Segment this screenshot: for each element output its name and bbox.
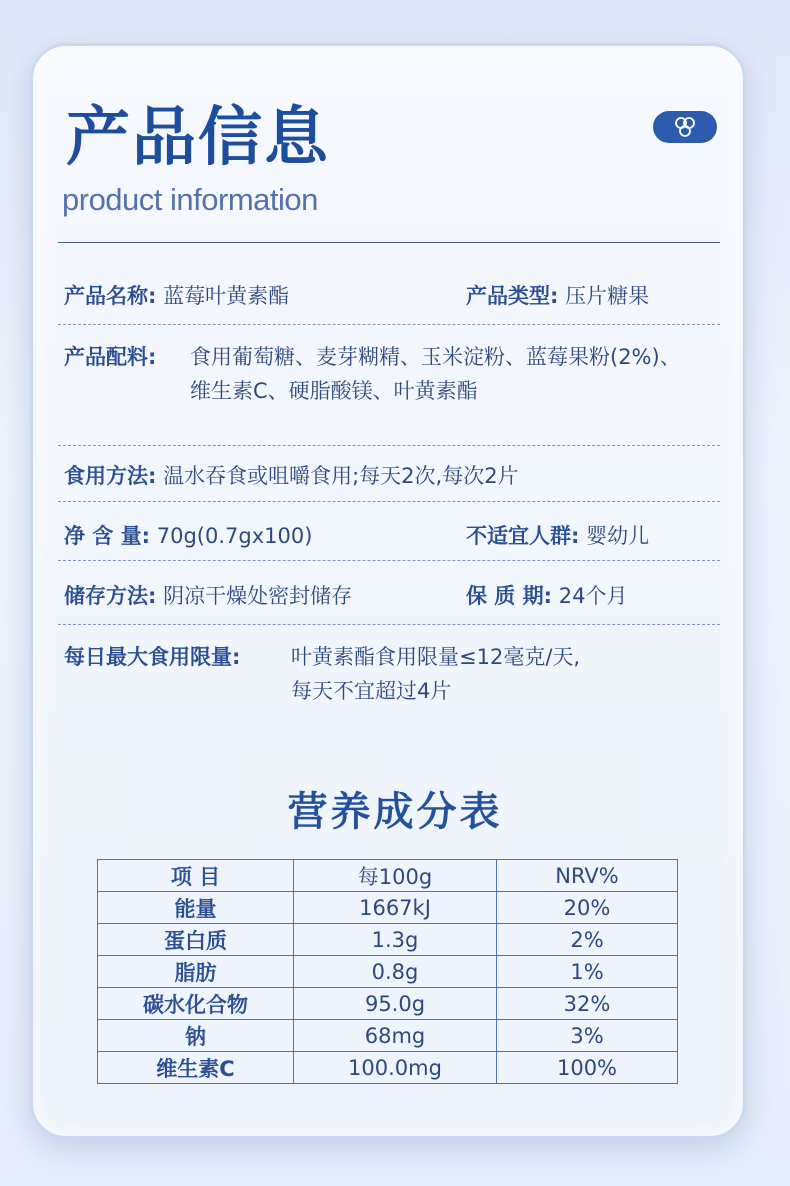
header-item: 项 目 [98, 860, 294, 892]
nutrient-name: 维生素C [98, 1052, 294, 1084]
daily-limit-line-2: 每天不宜超过4片 [291, 679, 452, 703]
net-content-value: 70g(0.7gx100) [156, 524, 313, 548]
table-row [98, 956, 678, 988]
page-title: 产品信息 [66, 101, 330, 175]
unsuitable-label: 不适宜人群: [466, 524, 580, 548]
daily-limit-line-1: 叶黄素酯食用限量≤12毫克/天, [291, 645, 581, 669]
product-type-label: 产品类型: [466, 284, 559, 308]
storage-row [64, 579, 352, 613]
unsuitable-row [466, 519, 649, 553]
nutrient-name: 能量 [98, 892, 294, 924]
product-name-row [64, 279, 289, 313]
net-content-label: 净 含 量: [64, 524, 151, 548]
nutrient-amount: 95.0g [294, 988, 497, 1020]
table-row [98, 1020, 678, 1052]
product-type-row [466, 279, 649, 313]
row-divider [58, 324, 720, 325]
nutrition-table [97, 859, 678, 1084]
nutrient-amount: 68mg [294, 1020, 497, 1052]
shelf-life-label: 保 质 期: [466, 584, 553, 608]
ingredients-line-1: 食用葡萄糖、麦芽糊精、玉米淀粉、蓝莓果粉(2%)、 [190, 345, 681, 369]
net-content-row [64, 519, 312, 553]
nutrient-name: 蛋白质 [98, 924, 294, 956]
title-divider [58, 242, 720, 243]
usage-row [64, 459, 519, 493]
nutrition-header-row [98, 860, 678, 892]
header-nrv: NRV% [497, 860, 678, 892]
nutrient-nrv: 2% [497, 924, 678, 956]
nutrient-amount: 0.8g [294, 956, 497, 988]
table-row [98, 988, 678, 1020]
nutrient-nrv: 20% [497, 892, 678, 924]
ingredients-line-2: 维生素C、硬脂酸镁、叶黄素酯 [190, 379, 478, 403]
row-divider [58, 501, 720, 502]
header-per-100g: 每100g [294, 860, 497, 892]
nutrient-nrv: 3% [497, 1020, 678, 1052]
nutrient-amount: 1.3g [294, 924, 497, 956]
nutrient-nrv: 100% [497, 1052, 678, 1084]
nutrient-nrv: 32% [497, 988, 678, 1020]
brand-badge [653, 111, 717, 143]
nutrient-amount: 100.0mg [294, 1052, 497, 1084]
daily-limit-label: 每日最大食用限量: [64, 645, 241, 669]
nutrient-nrv: 1% [497, 956, 678, 988]
product-name-value: 蓝莓叶黄素酯 [163, 284, 290, 308]
nutrient-amount: 1667kJ [294, 892, 497, 924]
shelf-life-row [466, 579, 627, 613]
usage-value: 温水吞食或咀嚼食用;每天2次,每次2片 [163, 464, 519, 488]
ingredients-value [190, 340, 681, 408]
table-row [98, 924, 678, 956]
nutrient-name: 碳水化合物 [98, 988, 294, 1020]
row-divider [58, 624, 720, 625]
row-divider [58, 560, 720, 561]
nutrient-name: 钠 [98, 1020, 294, 1052]
row-divider [58, 445, 720, 446]
nutrition-title: 营养成分表 [287, 789, 503, 835]
table-row [98, 1052, 678, 1084]
table-row [98, 892, 678, 924]
unsuitable-value: 婴幼儿 [586, 524, 650, 548]
storage-label: 储存方法: [64, 584, 157, 608]
storage-value: 阴凉干燥处密封储存 [163, 584, 353, 608]
shelf-life-value: 24个月 [558, 584, 628, 608]
page-subtitle: product information [62, 182, 318, 217]
product-name-label: 产品名称: [64, 284, 157, 308]
usage-label: 食用方法: [64, 464, 157, 488]
nutrient-name: 脂肪 [98, 956, 294, 988]
blueberry-icon [672, 115, 698, 139]
daily-limit-value [291, 640, 580, 708]
ingredients-label: 产品配料: [64, 345, 157, 369]
product-type-value: 压片糖果 [565, 284, 650, 308]
